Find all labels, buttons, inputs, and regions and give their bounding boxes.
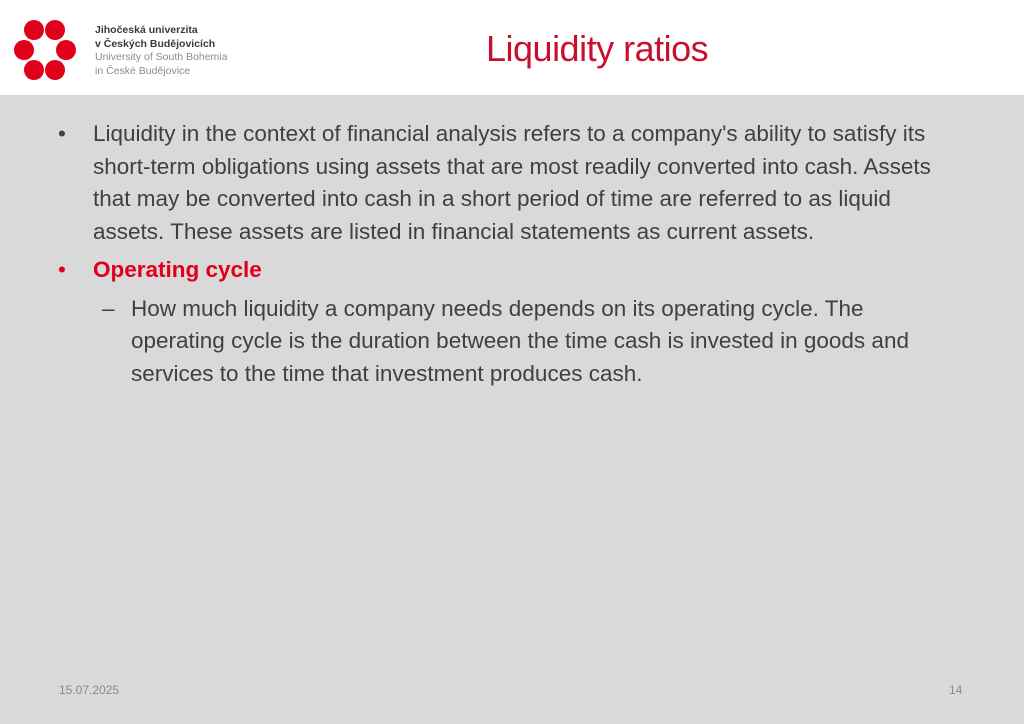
bullet-operating-cycle <box>58 254 958 287</box>
bullet-mark: • <box>58 121 66 146</box>
university-logo-icon <box>12 18 78 82</box>
sub-bullet-operating-cycle <box>58 293 958 391</box>
bullet-text: Liquidity in the context of financial analysis refers to a company's ability to satisfy its short-term obligations using assets that are most readily converted into cash. Assets that may be converted into cash in a short period of time are referred to as liquid assets. These assets are listed in financial statements as current assets. <box>93 121 931 244</box>
university-name <box>95 24 227 78</box>
footer-date: 15.07.2025 <box>59 683 120 697</box>
bullet-mark: • <box>58 257 66 282</box>
slide-header <box>0 0 1024 95</box>
page-number: 14 <box>949 683 963 697</box>
bullet-heading: Operating cycle <box>93 257 262 282</box>
logo-line-2: v Českých Budějovicích <box>95 37 216 50</box>
logo-line-3: University of South Bohemia <box>95 51 228 63</box>
logo-line-1: Jihočeská univerzita <box>95 24 198 36</box>
slide-title: Liquidity ratios <box>486 28 709 69</box>
sub-bullet-text: How much liquidity a company needs depends on its operating cycle. The operating cycle is the duration between the time cash is invested in goods and services to the time that investment produces cash. <box>131 295 909 386</box>
slide-body <box>58 118 958 390</box>
bullet-liquidity <box>58 118 958 248</box>
logo-line-4: in České Budějovice <box>95 64 191 77</box>
dash-mark: – <box>102 295 115 321</box>
